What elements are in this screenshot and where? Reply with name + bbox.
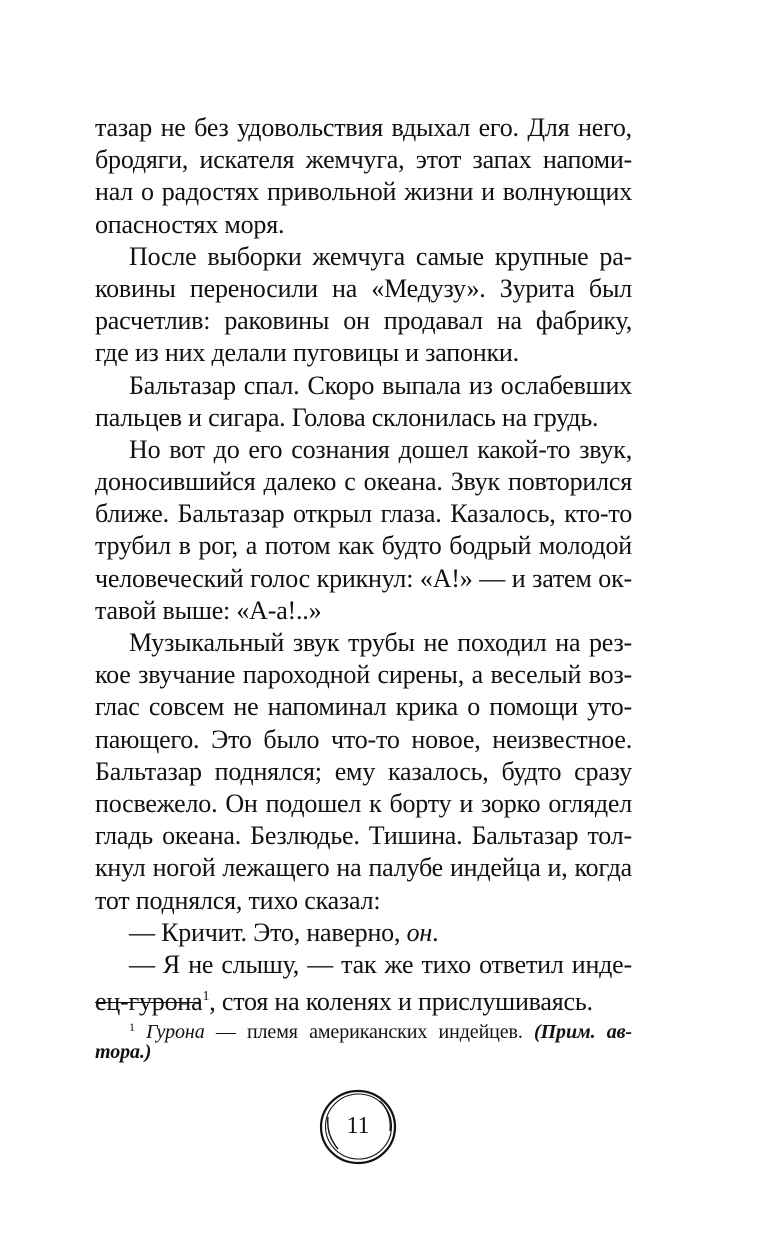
dialog-emphasis: он [406,917,433,947]
text-line: нал о радостях привольной жизни и волнующих [95,177,632,207]
dialog-line: — Я не слышу, — так же тихо ответил индe- [129,949,632,979]
text-line: Но вот до его сознания дошел какой-то звук, [129,434,632,464]
text-line: кое звучание пароходной сирены, а веселый воз- [95,660,632,690]
text-line: тот поднялся, тихо сказал: [95,885,381,915]
text-line: посвежело. Он подошел к борту и зорко оглядел [95,788,632,818]
text-line: доносившийся далеко с океана. Звук повторился [95,467,632,497]
text-line: ближе. Бальтазар открыл глаза. Казалось, кто-то [95,499,632,529]
footnote-marker: 1 [129,1020,135,1034]
text-line: Музыкальный звук трубы не походил на рез- [129,628,632,657]
text-line: пающего. Это было что-то новое, неизвестное. [95,724,632,754]
author-note: (Прим. ав- [534,1021,632,1043]
dialog-line [95,917,632,949]
text-line: Бальтазар поднялся; ему казалось, будто сразу [95,756,632,786]
dialog-end: . [432,917,439,947]
author-note: тора.) [95,1041,152,1063]
dialog-text: , стоя на коленях и прислушиваясь. [209,987,593,1017]
text-line: бродяги, искателя жемчуга, этот запах напоми- [95,145,632,175]
text-line: человеческий голос крикнул: «А!» — и затем ок- [95,563,632,593]
text-line: После выборки жемчуга самые крупные ра- [129,241,632,271]
body-text [95,112,632,1017]
text-line: Бальтазар спал. Скоро выпала из ослабевших [129,370,632,400]
footnote-line [95,1040,632,1065]
text-line: тазар не без удовольствия вдыхал его. Для него, [95,113,632,142]
page-number: 11 [346,1113,370,1139]
footnote-reference[interactable]: 1 [202,989,210,1005]
page-number-badge [318,1087,398,1167]
text-line: опасностях моря. [95,209,285,239]
text-line: расчетлив: раковины он продавал на фабрику, [95,306,632,336]
text-line: кнул ногой лежащего на палубе индейца и, когда [95,853,632,883]
dialog-line [95,981,632,1017]
dialog-text: — Кричит. Это, наверно, [129,917,407,947]
footnote-divider [95,1002,201,1003]
footnote-line [95,1015,632,1043]
footnote-text: — племя американских индейцев. [204,1021,535,1043]
text-line: глас совсем не напоминал крика о помощи уто- [95,692,632,722]
dialog-text: ец-гурона [95,987,203,1017]
text-line: гладь океана. Безлюдье. Тишина. Бальтазар тол- [95,821,632,851]
footnote-term: Гурона [146,1021,205,1043]
text-line: где из них делали пуговицы и запонки. [95,338,519,368]
text-line: тавой выше: «А-а!..» [95,595,322,625]
footnote [95,1015,632,1065]
text-line: трубил в рог, а потом как будто бодрый молодой [95,531,632,561]
text-line: пальцев и сигара. Голова склонилась на грудь. [95,402,599,432]
text-line: ковины переносили на «Медузу». Зурита был [95,273,632,303]
